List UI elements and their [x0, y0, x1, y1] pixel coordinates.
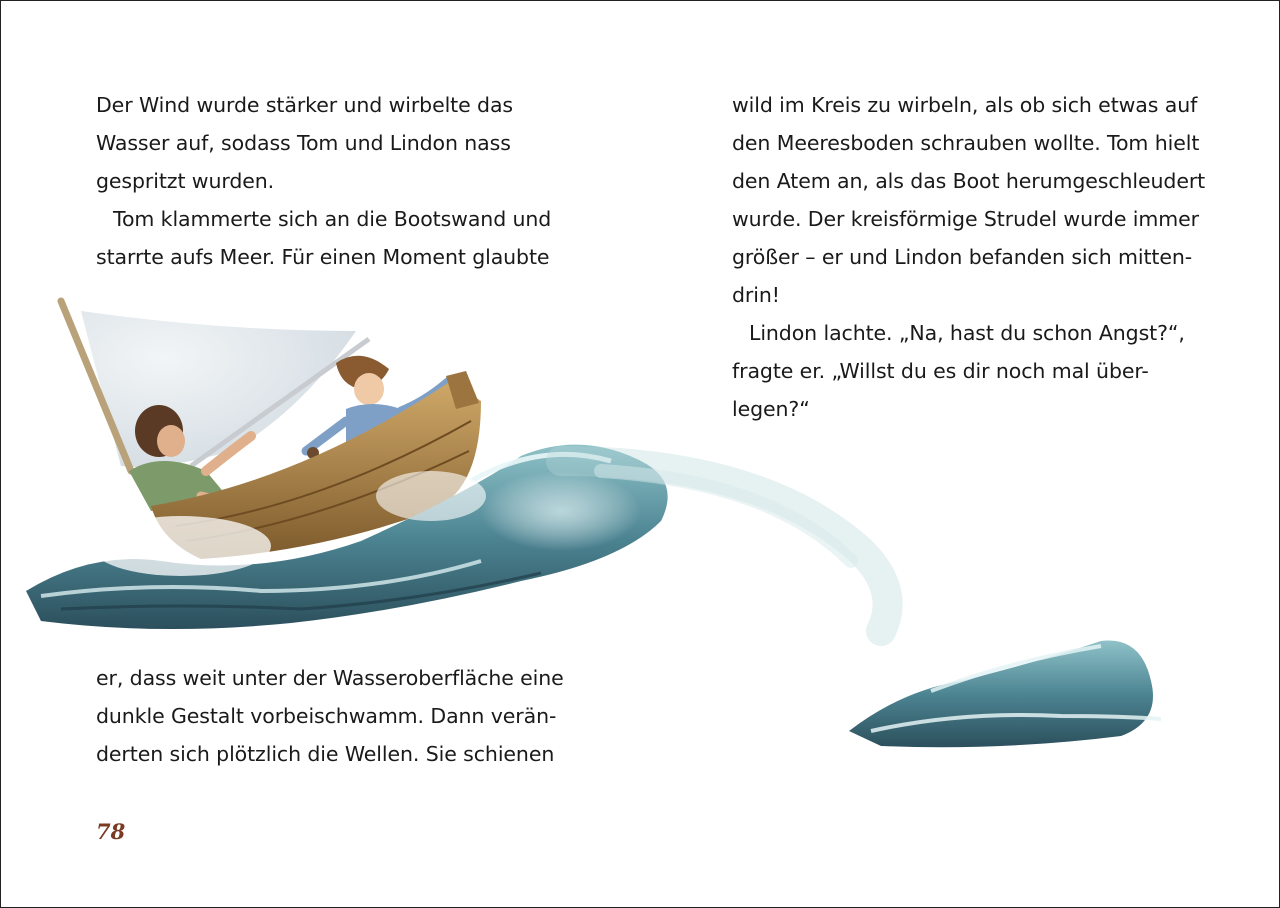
text-line: Der Wind wurde stärker und wirbelte das	[96, 93, 514, 117]
text-line: starrte aufs Meer. Für einen Moment glaubte	[96, 245, 550, 269]
text-line: den Meeresboden schrauben wollte. Tom hielt	[732, 131, 1200, 155]
text-line: Tom klammerte sich an die Bootswand und	[113, 207, 552, 231]
text-line: er, dass weit unter der Wasseroberfläche eine	[96, 666, 564, 690]
text-line: drin!	[732, 283, 780, 307]
right-page-paragraph	[732, 86, 1205, 428]
text-line: größer – er und Lindon befanden sich mitten-	[732, 245, 1193, 269]
page-number: 78	[96, 819, 126, 844]
text-line: dunkle Gestalt vorbeischwamm. Dann verän-	[96, 704, 557, 728]
left-page-paragraph-bottom	[96, 659, 564, 773]
text-line: legen?“	[732, 397, 810, 421]
text-line: Lindon lachte. „Na, hast du schon Angst?“,	[749, 321, 1185, 345]
text-line: gespritzt wurden.	[96, 169, 275, 193]
text-line: den Atem an, als das Boot herumgeschleudert	[732, 169, 1206, 193]
small-wave	[849, 641, 1153, 748]
left-page-paragraph-top	[96, 86, 551, 276]
text-line: wurde. Der kreisförmige Strudel wurde immer	[732, 207, 1199, 231]
text-line: fragte er. „Willst du es dir noch mal über-	[732, 359, 1149, 383]
text-line: derten sich plötzlich die Wellen. Sie schienen	[96, 742, 555, 766]
text-line: Wasser auf, sodass Tom und Lindon nass	[96, 131, 511, 155]
text-line: wild im Kreis zu wirbeln, als ob sich etwas auf	[732, 93, 1198, 117]
